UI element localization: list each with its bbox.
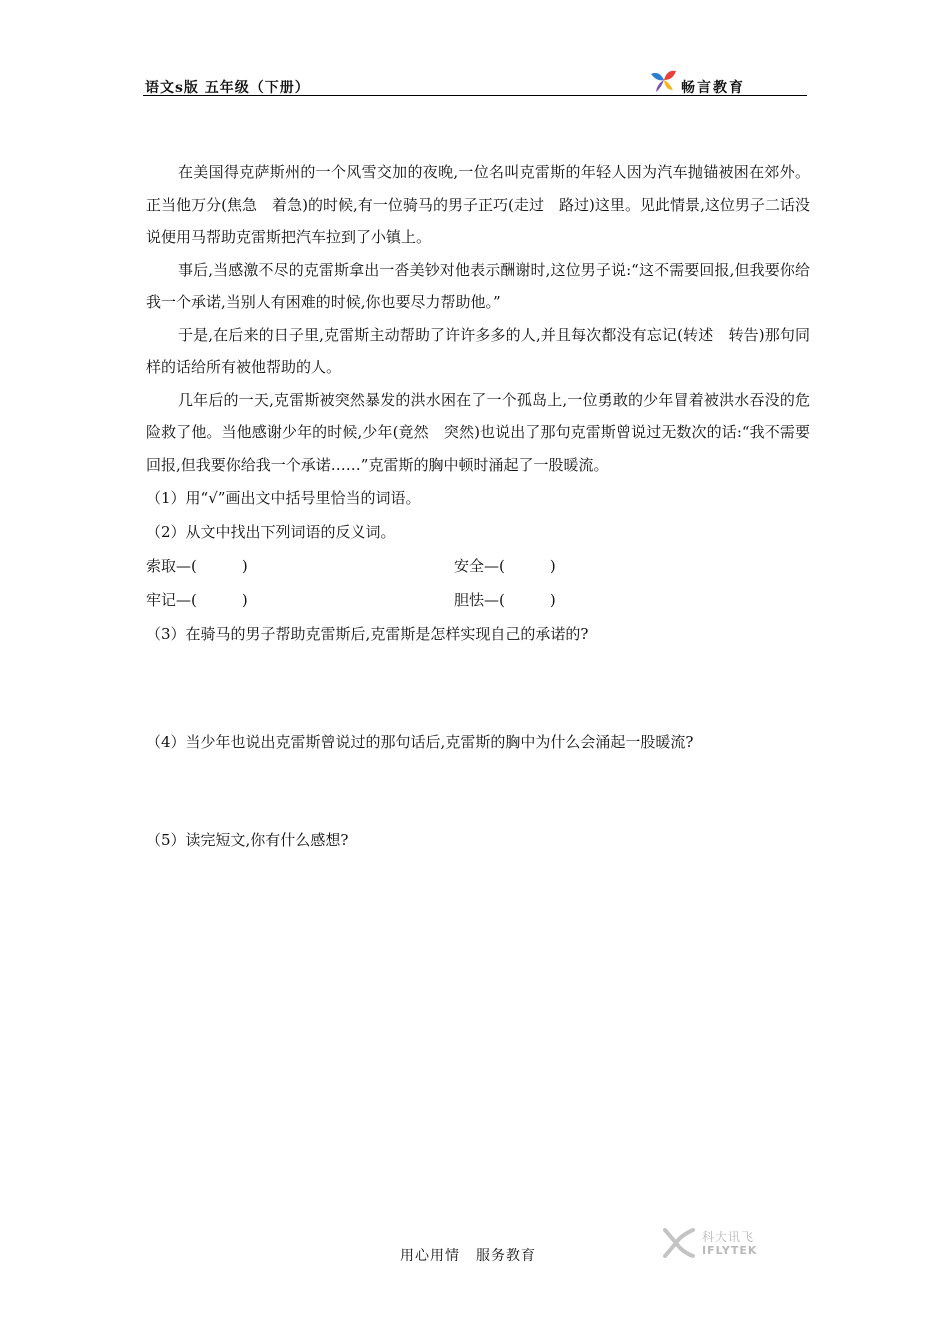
iflytek-cn: 科大讯飞 <box>702 1230 755 1244</box>
brand-name: 畅言教育 <box>681 80 745 96</box>
antonym-pairs <box>146 549 810 617</box>
footer-left: 用心用情 <box>400 1248 460 1264</box>
iflytek-logo-icon <box>662 1226 696 1260</box>
iflytek-watermark <box>662 1226 782 1262</box>
header-subject: 语文s版 五年级（下册） <box>145 80 310 96</box>
antonym-pair-3: 牢记—( ) <box>146 591 248 609</box>
question-2: （2）从文中找出下列词语的反义词。 <box>146 523 396 541</box>
iflytek-en: IFLYTEK <box>702 1244 758 1257</box>
passage-paragraph-3: 于是,在后来的日子里,克雷斯主动帮助了许许多多的人,并且每次都没有忘记(转述 转告)那句同样的话给所有被他帮助的人。 <box>146 325 810 376</box>
answer-space-4 <box>146 759 810 823</box>
antonym-pair-1: 索取—( ) <box>146 557 248 575</box>
question-3: （3）在骑马的男子帮助克雷斯后,克雷斯是怎样实现自己的承诺的? <box>146 625 589 643</box>
question-4: （4）当少年也说出克雷斯曾说过的那句话后,克雷斯的胸中为什么会涌起一股暖流? <box>146 733 694 751</box>
header-divider <box>143 95 807 96</box>
page-header <box>143 68 807 96</box>
antonym-pair-4: 胆怯—( ) <box>454 591 556 609</box>
question-5: （5）读完短文,你有什么感想? <box>146 831 349 849</box>
answer-space-3 <box>146 651 810 725</box>
antonym-pair-2: 安全—( ) <box>454 557 556 575</box>
question-1: （1）用“√”画出文中括号里恰当的词语。 <box>146 489 421 507</box>
page-footer <box>400 1245 536 1265</box>
bird-logo-icon <box>649 68 679 94</box>
passage-paragraph-4: 几年后的一天,克雷斯被突然暴发的洪水困在了一个孤岛上,一位勇敢的少年冒着被洪水吞没的危险救了他。当他感谢少年的时候,少年(竟然 突然)也说出了那句克雷斯曾说过无数次的话:“我不需要回报,但我要你给我一个承诺……”克雷斯的胸中顿时涌起了一股暖流。 <box>146 390 810 474</box>
passage-paragraph-1: 在美国得克萨斯州的一个风雪交加的夜晚,一位名叫克雷斯的年轻人因为汽车抛锚被困在郊外。正当他万分(焦急 着急)的时候,有一位骑马的男子正巧(走过 路过)这里。见此情景,这位男子二话没说便用马帮助克雷斯把汽车拉到了小镇上。 <box>146 163 810 246</box>
worksheet-body <box>146 156 810 857</box>
footer-right: 服务教育 <box>476 1248 536 1264</box>
passage-paragraph-2: 事后,当感激不尽的克雷斯拿出一沓美钞对他表示酬谢时,这位男子说:“这不需要回报,但我要你给我一个承诺,当别人有困难的时候,你也要尽力帮助他。” <box>146 260 810 311</box>
